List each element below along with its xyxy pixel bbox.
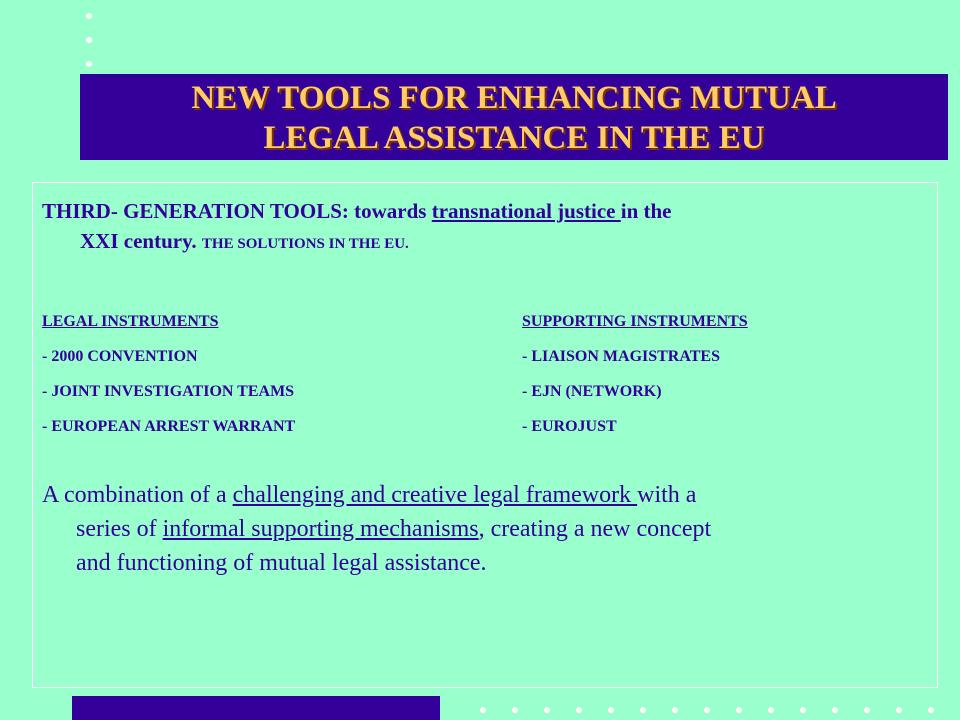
summary-paragraph — [42, 478, 924, 580]
intro-part-1: THIRD- GENERATION TOOLS: towards — [42, 199, 432, 223]
supporting-instruments-header: SUPPORTING INSTRUMENTS — [522, 313, 748, 330]
legal-instruments-column — [42, 304, 295, 444]
legal-instruments-header: LEGAL INSTRUMENTS — [42, 313, 219, 330]
title-line-2: LEGAL ASSISTANCE IN THE EU — [263, 120, 765, 156]
decorative-dot — [576, 707, 582, 713]
decorative-dot — [640, 707, 646, 713]
decorative-dot — [544, 707, 550, 713]
legal-instrument-item: - EUROPEAN ARREST WARRANT — [42, 418, 296, 435]
legal-instrument-item: - 2000 CONVENTION — [42, 348, 198, 365]
decorative-dot — [480, 707, 486, 713]
para-part-4: , creating a new concept — [478, 516, 712, 542]
slide-title — [80, 78, 948, 158]
para-underlined-1: challenging and creative legal framework — [232, 482, 638, 508]
decorative-dot — [86, 37, 92, 43]
para-line-2 — [42, 512, 924, 546]
footer-bar — [72, 696, 440, 720]
supporting-instrument-item: - EUROJUST — [522, 418, 617, 435]
decorative-dot — [608, 707, 614, 713]
para-part-3: series of — [76, 516, 163, 542]
decorative-dot — [512, 707, 518, 713]
intro-line-2 — [42, 226, 928, 259]
decorative-dot — [736, 707, 742, 713]
intro-part-2: in the — [620, 199, 672, 223]
supporting-instruments-column — [522, 304, 748, 444]
title-line-1: NEW TOOLS FOR ENHANCING MUTUAL — [191, 80, 837, 116]
para-part-2: with a — [637, 482, 697, 508]
decorative-dot — [768, 707, 774, 713]
legal-instrument-item: - JOINT INVESTIGATION TEAMS — [42, 383, 295, 400]
intro-underlined: transnational justice — [431, 199, 621, 223]
intro-line-2-main: XXI century. — [80, 229, 202, 253]
decorative-dot — [896, 707, 902, 713]
para-underlined-2: informal supporting mechanisms — [162, 516, 479, 542]
intro-text — [42, 196, 928, 259]
decorative-dot — [800, 707, 806, 713]
decorative-dot — [704, 707, 710, 713]
decorative-dot — [86, 13, 92, 19]
supporting-instrument-item: - LIAISON MAGISTRATES — [522, 348, 720, 365]
intro-line-2-small: THE SOLUTIONS IN THE EU. — [201, 236, 409, 252]
decorative-dot — [864, 707, 870, 713]
decorative-dot — [928, 707, 934, 713]
decorative-dot — [832, 707, 838, 713]
decorative-dot — [672, 707, 678, 713]
decorative-dot — [86, 61, 92, 67]
para-part-1: A combination of a — [42, 482, 233, 508]
para-line-3: and functioning of mutual legal assistance. — [76, 550, 487, 576]
supporting-instrument-item: - EJN (NETWORK) — [522, 383, 662, 400]
